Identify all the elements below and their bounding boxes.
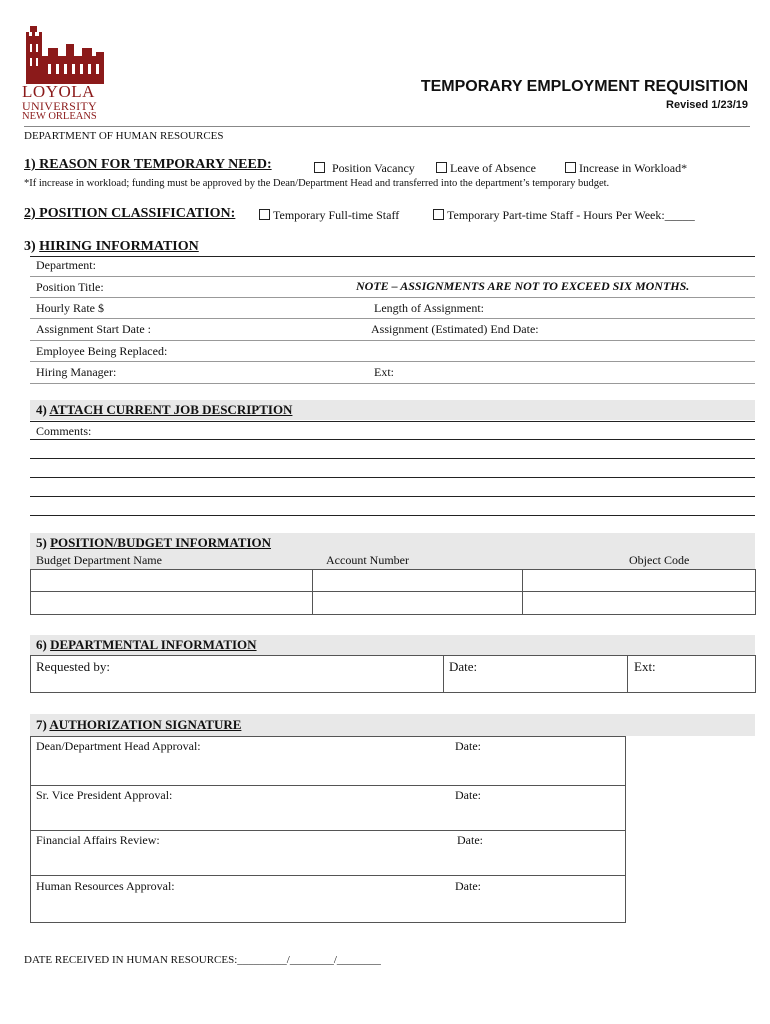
university-logo bbox=[22, 26, 108, 124]
object-code-input[interactable] bbox=[526, 594, 750, 611]
account-number-input[interactable] bbox=[316, 572, 518, 589]
option-position-vacancy[interactable] bbox=[314, 161, 415, 176]
option-increase-workload[interactable] bbox=[565, 161, 687, 176]
budget-col-object: Object Code bbox=[629, 553, 690, 567]
hourly-rate-label: Hourly Rate $ bbox=[36, 301, 104, 315]
section-title: HIRING INFORMATION bbox=[39, 239, 199, 254]
position-title-label: Position Title: bbox=[36, 280, 104, 294]
option-label: Temporary Full-time Staff bbox=[273, 208, 400, 222]
budget-col-divider bbox=[522, 569, 523, 614]
logo-text-university: UNIVERSITY bbox=[22, 99, 97, 113]
department-field-label: Department: bbox=[36, 258, 96, 272]
six-months-note: NOTE – ASSIGNMENTS ARE NOT TO EXCEED SIX MONTHS. bbox=[356, 279, 690, 293]
comment-line bbox=[30, 458, 755, 459]
requested-by-label: Requested by: bbox=[36, 659, 111, 674]
workload-note: *If increase in workload; funding must be approved by the Dean/Department Head and transferred into the department’s temporary budget. bbox=[24, 178, 610, 189]
dept-ext-label: Ext: bbox=[634, 659, 656, 674]
department-label: DEPARTMENT OF HUMAN RESOURCES bbox=[24, 130, 224, 142]
option-part-time[interactable] bbox=[433, 208, 695, 223]
section-title: AUTHORIZATION SIGNATURE bbox=[49, 717, 242, 732]
section-title: DEPARTMENTAL INFORMATION bbox=[50, 637, 257, 652]
auth-date-financial: Date: bbox=[457, 833, 483, 847]
section3-heading bbox=[24, 239, 199, 255]
row-divider bbox=[30, 297, 755, 298]
revised-date: Revised 1/23/19 bbox=[666, 99, 748, 111]
budget-col-account: Account Number bbox=[326, 553, 409, 567]
header-rule bbox=[24, 126, 750, 127]
option-label: Temporary Part-time Staff - Hours Per Week:_____ bbox=[447, 208, 695, 222]
ext-label: Ext: bbox=[374, 365, 394, 379]
budget-row-divider bbox=[30, 591, 755, 592]
dept-date-label: Date: bbox=[449, 659, 478, 674]
auth-label-svp: Sr. Vice President Approval: bbox=[36, 788, 173, 802]
budget-col-divider bbox=[312, 569, 313, 614]
budget-dept-name-input[interactable] bbox=[34, 572, 308, 589]
row-divider bbox=[30, 340, 755, 341]
section5-heading bbox=[36, 535, 271, 551]
budget-dept-name-input[interactable] bbox=[34, 594, 308, 611]
option-leave-of-absence[interactable] bbox=[436, 161, 536, 176]
section4-rule bbox=[30, 421, 755, 422]
length-assignment-label: Length of Assignment: bbox=[374, 301, 484, 315]
auth-row-divider bbox=[30, 785, 625, 786]
form-title: TEMPORARY EMPLOYMENT REQUISITION bbox=[420, 78, 748, 95]
start-date-label: Assignment Start Date : bbox=[36, 322, 151, 336]
checkbox-increase-workload[interactable] bbox=[565, 162, 576, 173]
section7-heading bbox=[36, 717, 241, 733]
section3-rule bbox=[30, 256, 755, 257]
dept-col-divider bbox=[443, 655, 444, 692]
object-code-input[interactable] bbox=[526, 572, 750, 589]
auth-date-hr: Date: bbox=[455, 879, 481, 893]
section-number: 6) bbox=[36, 637, 51, 652]
section-title: ATTACH CURRENT JOB DESCRIPTION bbox=[49, 402, 293, 417]
comments-label: Comments: bbox=[36, 424, 92, 438]
option-label: Increase in Workload* bbox=[579, 161, 688, 175]
auth-label-dean: Dean/Department Head Approval: bbox=[36, 739, 201, 753]
hiring-manager-label: Hiring Manager: bbox=[36, 365, 117, 379]
section-title: POSITION/BUDGET INFORMATION bbox=[50, 535, 272, 550]
section-number: 4) bbox=[36, 402, 50, 417]
checkbox-position-vacancy[interactable] bbox=[314, 162, 325, 173]
row-divider bbox=[30, 276, 755, 277]
comment-line bbox=[30, 477, 755, 478]
section-number: 7) bbox=[36, 717, 50, 732]
end-date-label: Assignment (Estimated) End Date: bbox=[371, 322, 539, 336]
checkbox-part-time[interactable] bbox=[433, 209, 444, 220]
checkbox-leave-of-absence[interactable] bbox=[436, 162, 447, 173]
section2-heading: 2) POSITION CLASSIFICATION: bbox=[24, 206, 236, 221]
row-divider bbox=[30, 383, 755, 384]
auth-date-svp: Date: bbox=[455, 788, 481, 802]
option-label: Position Vacancy bbox=[332, 161, 415, 175]
employee-replaced-label: Employee Being Replaced: bbox=[36, 344, 168, 358]
auth-row-divider bbox=[30, 875, 625, 876]
budget-col-dept: Budget Department Name bbox=[36, 553, 162, 567]
row-divider bbox=[30, 361, 755, 362]
comment-line bbox=[30, 439, 755, 440]
option-full-time[interactable] bbox=[259, 208, 399, 223]
section4-heading bbox=[36, 402, 292, 418]
account-number-input[interactable] bbox=[316, 594, 518, 611]
comment-line bbox=[30, 496, 755, 497]
section1-heading: 1) REASON FOR TEMPORARY NEED: bbox=[24, 157, 272, 172]
auth-date-dean: Date: bbox=[455, 739, 481, 753]
dept-col-divider bbox=[627, 655, 628, 692]
comment-line bbox=[30, 515, 755, 516]
auth-label-hr: Human Resources Approval: bbox=[36, 879, 175, 893]
building-icon bbox=[22, 26, 106, 84]
section-number: 3) bbox=[24, 239, 40, 254]
date-received-line: DATE RECEIVED IN HUMAN RESOURCES:_________/________/________ bbox=[24, 954, 381, 966]
option-label: Leave of Absence bbox=[450, 161, 536, 175]
auth-label-financial: Financial Affairs Review: bbox=[36, 833, 160, 847]
checkbox-full-time[interactable] bbox=[259, 209, 270, 220]
logo-text-new-orleans: NEW ORLEANS bbox=[22, 111, 97, 122]
section6-heading bbox=[36, 637, 257, 653]
section-number: 5) bbox=[36, 535, 51, 550]
logo-text-loyola: LOYOLA bbox=[22, 82, 95, 101]
row-divider bbox=[30, 318, 755, 319]
auth-row-divider bbox=[30, 830, 625, 831]
